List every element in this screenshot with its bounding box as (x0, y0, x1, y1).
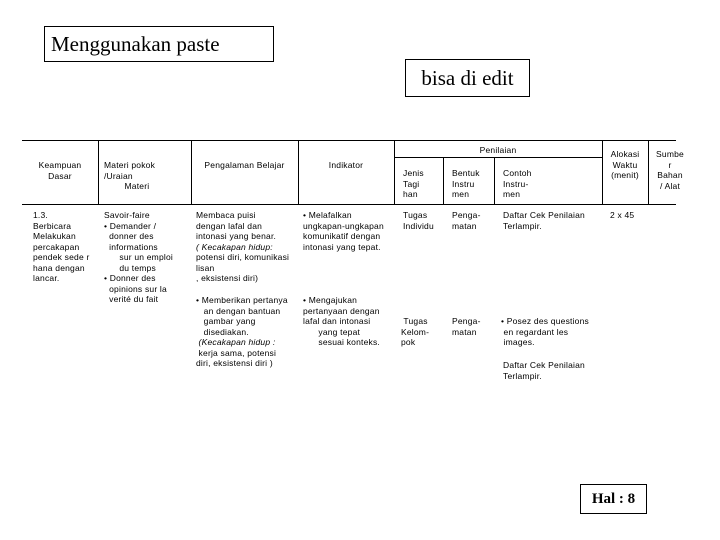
penilaian-divider (394, 157, 602, 158)
cell-contoh-2: • Posez des questions en regardant les images. (501, 316, 589, 347)
cell-kemampuan: 1.3. Berbicara Melakukan percakapan pendek sede r hana dengan lancar. (33, 210, 90, 283)
cell-pengalaman-1 (196, 210, 289, 284)
col-divider-1 (98, 140, 99, 204)
header-contoh: Contoh Instru- men (503, 168, 532, 199)
cell-pengalaman-2 (196, 295, 288, 369)
header-indikator: Indikator (328, 160, 364, 170)
cell-contoh-1: Daftar Cek Penilaian Terlampir. (503, 210, 585, 231)
edit-note-text: bisa di edit (421, 65, 514, 90)
header-sumber: Sumbe r Bahan / Alat (656, 149, 684, 191)
slide-title (44, 26, 274, 62)
cell-jenis-2: Tugas Kelom- pok (401, 316, 430, 347)
header-kemampuan: Keampuan Dasar (38, 160, 82, 181)
page-number-text: Hal : 8 (591, 490, 636, 507)
table-top-border (22, 140, 676, 141)
cell-materi: Savoir-faire • Demander / donner des informations sur un emploi du temps • Donner des opinions sur la verité du fait (104, 210, 173, 304)
pengalaman-1-tail: potensi diri, komunikasi lisan , eksistensi diri) (196, 252, 290, 283)
cell-bentuk-1: Penga- matan (452, 210, 481, 231)
edit-note (405, 59, 530, 97)
cell-alokasi: 2 x 45 (610, 210, 635, 220)
header-bottom-border (22, 204, 676, 205)
col-divider-6 (494, 157, 495, 204)
pengalaman-2-tail: kerja sama, potensi diri, eksistensi diri ) (196, 347, 277, 368)
header-penilaian: Penilaian (479, 145, 517, 155)
col-divider-2 (191, 140, 192, 204)
slide-title-text: Menggunakan paste (51, 31, 220, 56)
pengalaman-1-text: Membaca puisi dengan lafal dan intonasi yang benar. (196, 210, 277, 241)
cell-indikator-1: • Melafalkan ungkapan-ungkapan komunikatif dengan intonasi yang tepat. (303, 210, 384, 252)
pengalaman-2-text: • Memberikan pertanya an dengan bantuan gambar yang disediakan. (196, 295, 288, 337)
col-divider-5 (443, 157, 444, 204)
cell-contoh-3: Daftar Cek Penilaian Terlampir. (503, 360, 585, 381)
cell-indikator-2: • Mengajukan pertanyaan dengan lafal dan intonasi yang tepat sesuai konteks. (303, 295, 380, 347)
header-pengalaman: Pengalaman Belajar (204, 160, 285, 170)
cell-bentuk-2: Penga- matan (452, 316, 481, 337)
col-divider-3 (298, 140, 299, 204)
header-alokasi: Alokasi Waktu (menit) (610, 149, 640, 180)
header-materi: Materi pokok /Uraian Materi (104, 160, 156, 191)
pengalaman-2-italic: (Kecakapan hidup : (196, 337, 276, 347)
header-jenis: Jenis Tagi han (403, 168, 424, 199)
pengalaman-1-italic: ( Kecakapan hidup: (196, 241, 273, 252)
cell-jenis-1: Tugas Individu (403, 210, 434, 231)
page-number (580, 484, 647, 514)
header-bentuk: Bentuk Instru men (452, 168, 480, 199)
